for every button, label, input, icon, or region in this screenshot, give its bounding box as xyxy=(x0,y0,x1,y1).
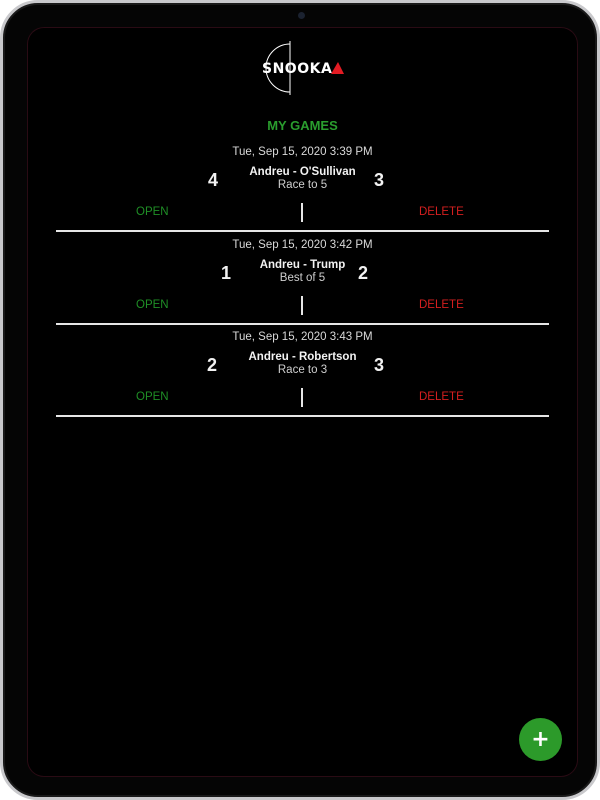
delete-button[interactable]: DELETE xyxy=(419,206,464,218)
app-logo xyxy=(260,40,345,96)
game-date: Tue, Sep 15, 2020 3:42 PM xyxy=(232,239,373,251)
open-button[interactable]: OPEN xyxy=(136,391,169,403)
game-info xyxy=(56,351,549,376)
action-divider xyxy=(301,203,303,222)
game-info xyxy=(56,259,549,284)
add-game-button[interactable] xyxy=(519,718,562,761)
row-divider xyxy=(56,230,549,232)
row-divider xyxy=(56,323,549,325)
score-left: 4 xyxy=(207,170,218,190)
front-camera xyxy=(298,12,305,19)
page-title: MY GAMES xyxy=(267,118,338,133)
game-players: Andreu - Trump xyxy=(259,259,346,271)
score-right: 3 xyxy=(373,170,384,190)
game-card xyxy=(56,239,549,331)
score-left: 2 xyxy=(206,355,217,375)
score-right: 2 xyxy=(357,263,368,283)
app-screen xyxy=(28,28,577,776)
action-divider xyxy=(301,296,303,315)
action-divider xyxy=(301,388,303,407)
delete-button[interactable]: DELETE xyxy=(419,299,464,311)
game-format: Race to 5 xyxy=(277,179,328,191)
logo-text: SNOOKA xyxy=(262,61,333,77)
plus-icon: + xyxy=(531,727,550,752)
game-info xyxy=(56,166,549,191)
score-right: 3 xyxy=(373,355,384,375)
open-button[interactable]: OPEN xyxy=(136,206,169,218)
delete-button[interactable]: DELETE xyxy=(419,391,464,403)
row-divider xyxy=(56,415,549,417)
game-format: Best of 5 xyxy=(279,272,326,284)
game-players: Andreu - O'Sullivan xyxy=(249,166,356,178)
game-format: Race to 3 xyxy=(277,364,328,376)
game-card xyxy=(56,331,549,423)
game-players: Andreu - Robertson xyxy=(248,351,357,363)
score-left: 1 xyxy=(220,263,231,283)
game-date: Tue, Sep 15, 2020 3:43 PM xyxy=(232,331,373,343)
open-button[interactable]: OPEN xyxy=(136,299,169,311)
game-card xyxy=(56,146,549,238)
game-date: Tue, Sep 15, 2020 3:39 PM xyxy=(232,146,373,158)
